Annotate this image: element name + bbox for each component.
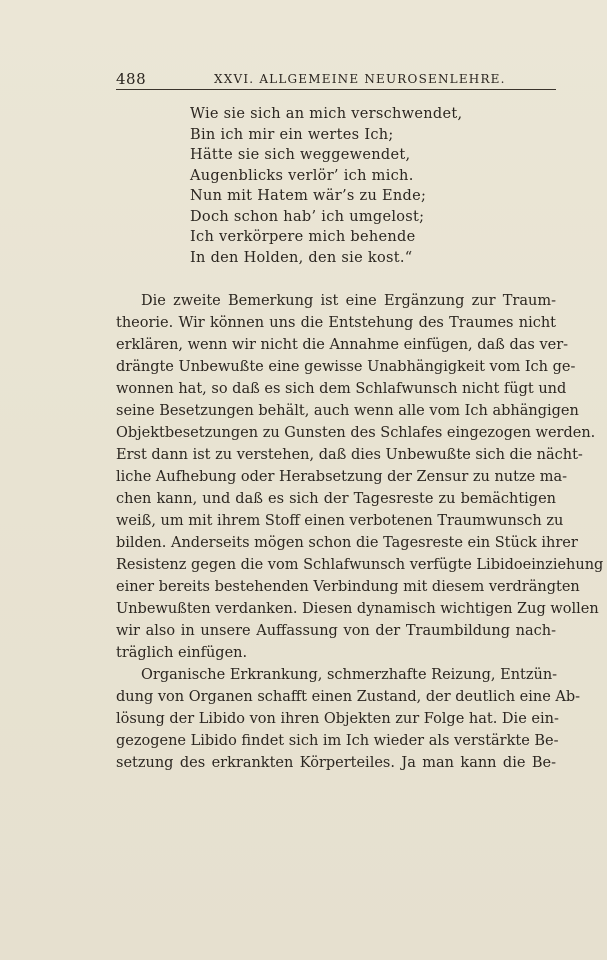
poem-line: In den Holden, den sie kost.“ — [190, 249, 413, 266]
text-line: einer bereits bestehenden Verbindung mit diesem verdrängten — [116, 579, 580, 595]
running-head: XXVI. ALLGEMEINE NEUROSENLEHRE. — [214, 72, 506, 86]
poem-stanza — [190, 104, 490, 268]
poem-line: Nun mit Hatem wär’s zu Ende; — [190, 188, 427, 204]
paragraph-1 — [116, 290, 604, 664]
page-number: 488 — [116, 70, 147, 88]
text-line: Resistenz gegen die vom Schlafwunsch verfügte Libidoeinziehung — [116, 557, 604, 573]
text-line: Erst dann ist zu verstehen, daß dies Unbewußte sich die nächt- — [116, 447, 583, 463]
poem-line: Augenblicks verlör’ ich mich. — [190, 167, 414, 184]
text-line: drängte Unbewußte eine gewisse Unabhängigkeit vom Ich ge- — [116, 359, 576, 375]
text-line: Unbewußten verdanken. Diesen dynamisch wichtigen Zug wollen — [116, 601, 599, 617]
text-line: setzung des erkrankten Körperteiles. Ja man kann die Be- — [116, 755, 556, 771]
text-line: erklären, wenn wir nicht die Annahme einfügen, daß das ver- — [116, 337, 569, 353]
text-line: seine Besetzungen behält, auch wenn alle vom Ich abhängigen — [116, 403, 579, 419]
text-line: weiß, um mit ihrem Stoff einen verbotenen Traumwunsch zu — [116, 513, 564, 529]
paragraph-2 — [116, 664, 581, 774]
poem-line: Hätte sie sich weggewendet, — [190, 147, 411, 163]
text-line: liche Aufhebung oder Herabsetzung der Zensur zu nutze ma- — [116, 469, 568, 485]
poem-line: Doch schon hab’ ich umgelost; — [190, 208, 425, 225]
header-rule — [116, 89, 556, 90]
text-line: wir also in unsere Auffassung von der Traumbildung nach- — [116, 623, 556, 639]
text-line: theorie. Wir können uns die Entstehung des Traumes nicht — [116, 315, 556, 331]
text-line: chen kann, und daß es sich der Tagesreste zu bemächtigen — [116, 491, 556, 507]
text-line: bilden. Anderseits mögen schon die Tagesreste ein Stück ihrer — [116, 535, 578, 551]
text-line: lösung der Libido von ihren Objekten zur Folge hat. Die ein- — [116, 711, 559, 727]
poem-line: Wie sie sich an mich verschwendet, — [190, 106, 463, 122]
text-line: Organische Erkrankung, schmerzhafte Reizung, Entzün- — [141, 667, 558, 683]
text-line: Objektbesetzungen zu Gunsten des Schlafes eingezogen werden. — [116, 425, 596, 441]
text-line: träglich einfügen. — [116, 645, 248, 661]
text-line: wonnen hat, so daß es sich dem Schlafwunsch nicht fügt und — [116, 381, 567, 397]
text-line: Die zweite Bemerkung ist eine Ergänzung zur Traum- — [141, 293, 556, 309]
poem-line: Bin ich mir ein wertes Ich; — [190, 126, 394, 143]
poem-line: Ich verkörpere mich behende — [190, 229, 416, 245]
page-header — [116, 70, 556, 90]
text-line: gezogene Libido findet sich im Ich wieder als verstärkte Be- — [116, 733, 559, 749]
text-line: dung von Organen schafft einen Zustand, der deutlich eine Ab- — [116, 689, 581, 705]
body-text — [116, 290, 604, 774]
